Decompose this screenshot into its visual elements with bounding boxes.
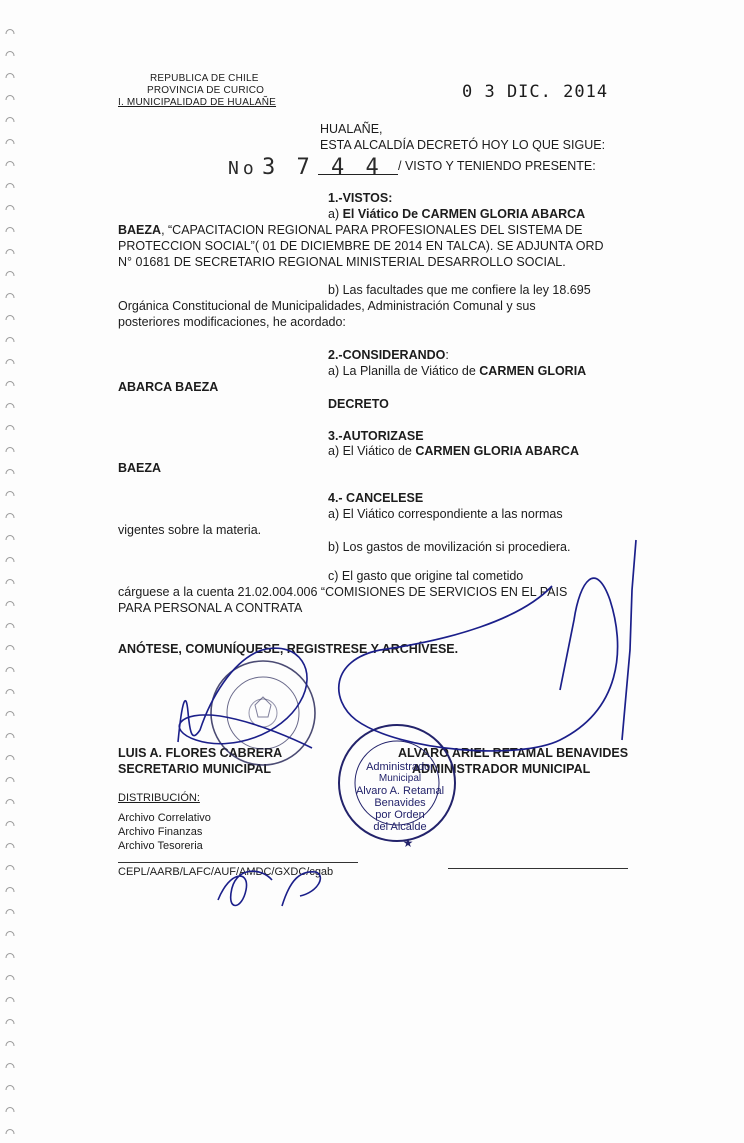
section3-heading: 3.-AUTORIZASE: [328, 429, 424, 443]
section2-decreto: DECRETO: [328, 397, 389, 411]
section1-a-line3: PROTECCION SOCIAL”( 01 DE DICIEMBRE DE 2014 EN TALCA). SE ADJUNTA ORD: [118, 239, 604, 253]
section2-heading-colon: :: [445, 348, 449, 362]
left-signatory-title: SECRETARIO MUNICIPAL: [118, 762, 272, 776]
section3-a-bold: CARMEN GLORIA ABARCA: [415, 444, 579, 458]
section1-a-line2-bold: BAEZA: [118, 223, 162, 237]
left-round-seal: [211, 661, 315, 765]
right-seal-line: Municipal: [378, 773, 422, 784]
section1-b-line2: Orgánica Constitucional de Municipalidades, Administración Comunal y sus: [118, 299, 536, 313]
left-signature: [178, 648, 312, 748]
distribution-item: Archivo Finanzas: [118, 826, 203, 838]
section4-c-line2: cárguese a la cuenta 21.02.004.006 “COMISIONES DE SERVICIOS EN EL PAIS: [118, 585, 568, 599]
closing-line: ANÓTESE, COMUNÍQUESE, REGISTRESE Y ARCHÍVESE.: [118, 642, 459, 656]
right-seal-line: Administrador: [366, 761, 434, 773]
section1-heading: 1.-VISTOS:: [328, 191, 393, 205]
section4-c-line1: c) El gasto que origine tal cometido: [328, 569, 524, 583]
header-republic: REPUBLICA DE CHILE: [150, 73, 259, 84]
visto-line: / VISTO Y TENIENDO PRESENTE:: [398, 159, 596, 173]
right-seal-star: ★: [402, 836, 414, 850]
right-seal-line: Benavides: [374, 797, 426, 809]
header-municipality: I. MUNICIPALIDAD DE HUALAÑE: [118, 97, 277, 108]
section4-a-line1: a) El Viático correspondiente a las normas: [328, 507, 563, 521]
section1-a-line4: N° 01681 DE SECRETARIO REGIONAL MINISTERIAL DESARROLLO SOCIAL.: [118, 255, 566, 269]
section2-heading-text: 2.-CONSIDERANDO: [328, 348, 446, 362]
decree-number: 3 7 4 4: [262, 155, 383, 180]
section4-c-line3: PARA PERSONAL A CONTRATA: [118, 601, 303, 615]
right-seal-line: Alvaro A. Retamal: [355, 785, 445, 797]
section3-a-text: a) El Viático de: [328, 444, 416, 458]
left-signatory-name: LUIS A. FLORES CABRERA: [118, 746, 283, 760]
right-signatory-name: ALVARO ARIEL RETAMAL BENAVIDES: [398, 746, 629, 760]
section1-a-line2-rest: , “CAPACITACION REGIONAL PARA PROFESIONALES DEL SISTEMA DE: [161, 223, 583, 237]
date-stamp: 0 3 DIC. 2014: [462, 82, 609, 102]
right-admin-stamp: [339, 725, 455, 850]
initials-scribble: [218, 871, 320, 906]
section2-a-text: a) La Planilla de Viático de: [328, 364, 480, 378]
section1-a-prefix: a): [328, 207, 343, 221]
right-seal-line: por Orden: [375, 809, 425, 821]
section4-b: b) Los gastos de movilización si procediera.: [328, 540, 571, 554]
right-signatory-title: ADMINISTRADOR MUNICIPAL: [412, 762, 591, 776]
decree-prefix: No: [228, 158, 258, 179]
section2-a-line2: ABARCA BAEZA: [118, 380, 219, 394]
section1-a-bold: El Viático De CARMEN GLORIA ABARCA: [342, 207, 586, 221]
section2-a-bold: CARMEN GLORIA: [479, 364, 587, 378]
initials-line: CEPL/AARB/LAFC/AUF/AMDC/GXDC/cgab: [118, 866, 334, 878]
section1-b-line1: b) Las facultades que me confiere la ley 18.695: [328, 283, 591, 297]
place: HUALAÑE,: [320, 122, 383, 136]
section4-heading: 4.- CANCELESE: [328, 491, 424, 505]
distribution-item: Archivo Tesoreria: [118, 840, 203, 852]
distribution-heading: DISTRIBUCIÓN:: [118, 792, 200, 804]
right-signature: [339, 540, 636, 751]
right-seal-line: del Alcalde: [373, 821, 427, 833]
section3-a-line2: BAEZA: [118, 461, 162, 475]
section1-b-line3: posteriores modificaciones, he acordado:: [118, 315, 346, 329]
intro-line: ESTA ALCALDÍA DECRETÓ HOY LO QUE SIGUE:: [320, 138, 606, 152]
header-province: PROVINCIA DE CURICO: [147, 85, 265, 96]
section4-a-line2: vigentes sobre la materia.: [118, 523, 262, 537]
distribution-item: Archivo Correlativo: [118, 812, 211, 824]
